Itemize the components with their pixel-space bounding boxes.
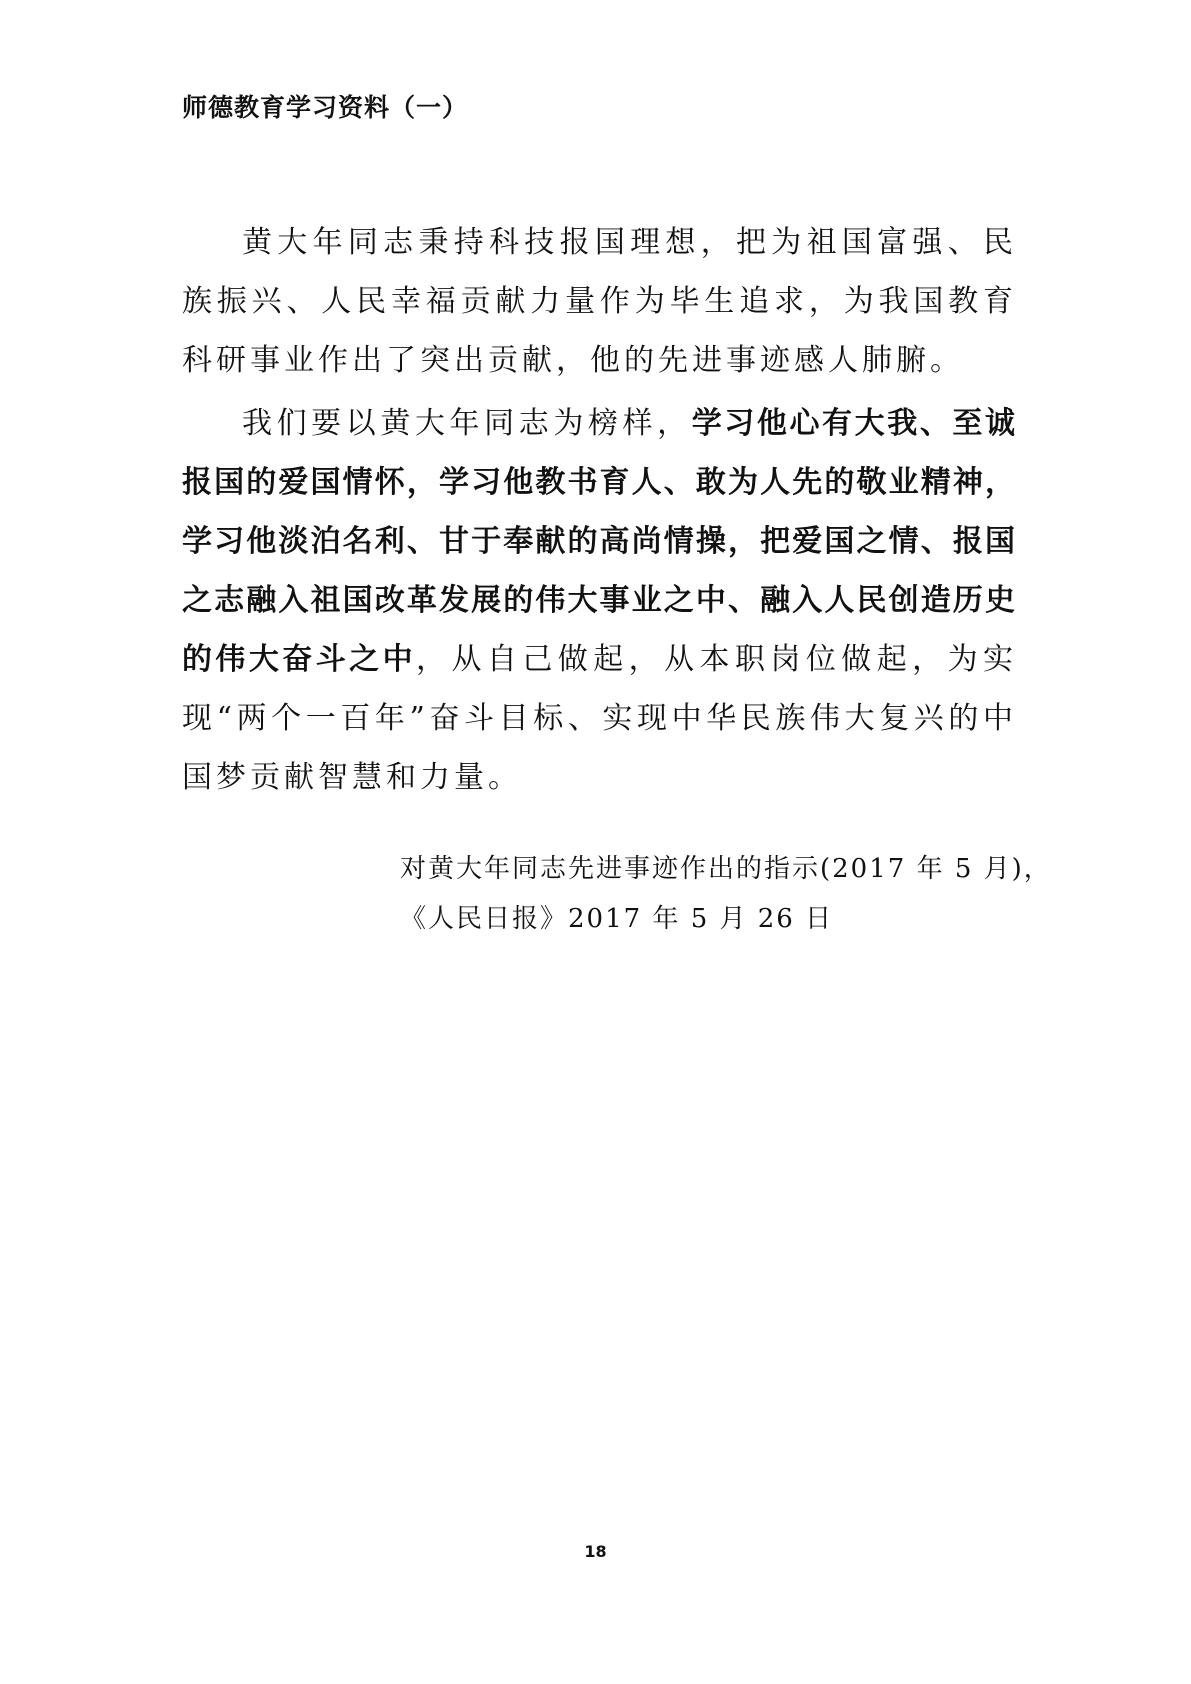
source-line-2: 《人民日报》2017 年 5 月 26 日 — [400, 904, 834, 934]
document-header: 师德教育学习资料（一） — [182, 93, 469, 122]
paragraph-2-intro: 我们要以黄大年同志为榜样， — [242, 406, 692, 441]
paragraph-2-conclusion: ，从自己做起，从本职岗位做起，为实现“两个一百年”奋斗目标、实现中华民族伟大复兴的中国梦贡献智慧和力量。 — [182, 642, 1018, 795]
source-line-1: 对黄大年同志先进事迹作出的指示(2017 年 5 月)， — [400, 854, 1052, 884]
page-number: 18 — [584, 1542, 607, 1561]
paragraph-2-bold-quote: 学习他心有大我、至诚报国的爱国情怀，学习他教书育人、敢为人先的敬业精神，学习他淡泊名利、甘于奉献的高尚情操，把爱国之情、报国之志融入祖国改革发展的伟大事业之中、融入人民创造历史的伟大奋斗之中 — [182, 406, 1018, 677]
body-paragraph-1: 黄大年同志秉持科技报国理想，把为祖国富强、民族振兴、人民幸福贡献力量作为毕生追求，为我国教育科研事业作出了突出贡献，他的先进事迹感人肺腑。 — [182, 225, 1017, 378]
body-paragraph-2 — [182, 394, 1017, 807]
